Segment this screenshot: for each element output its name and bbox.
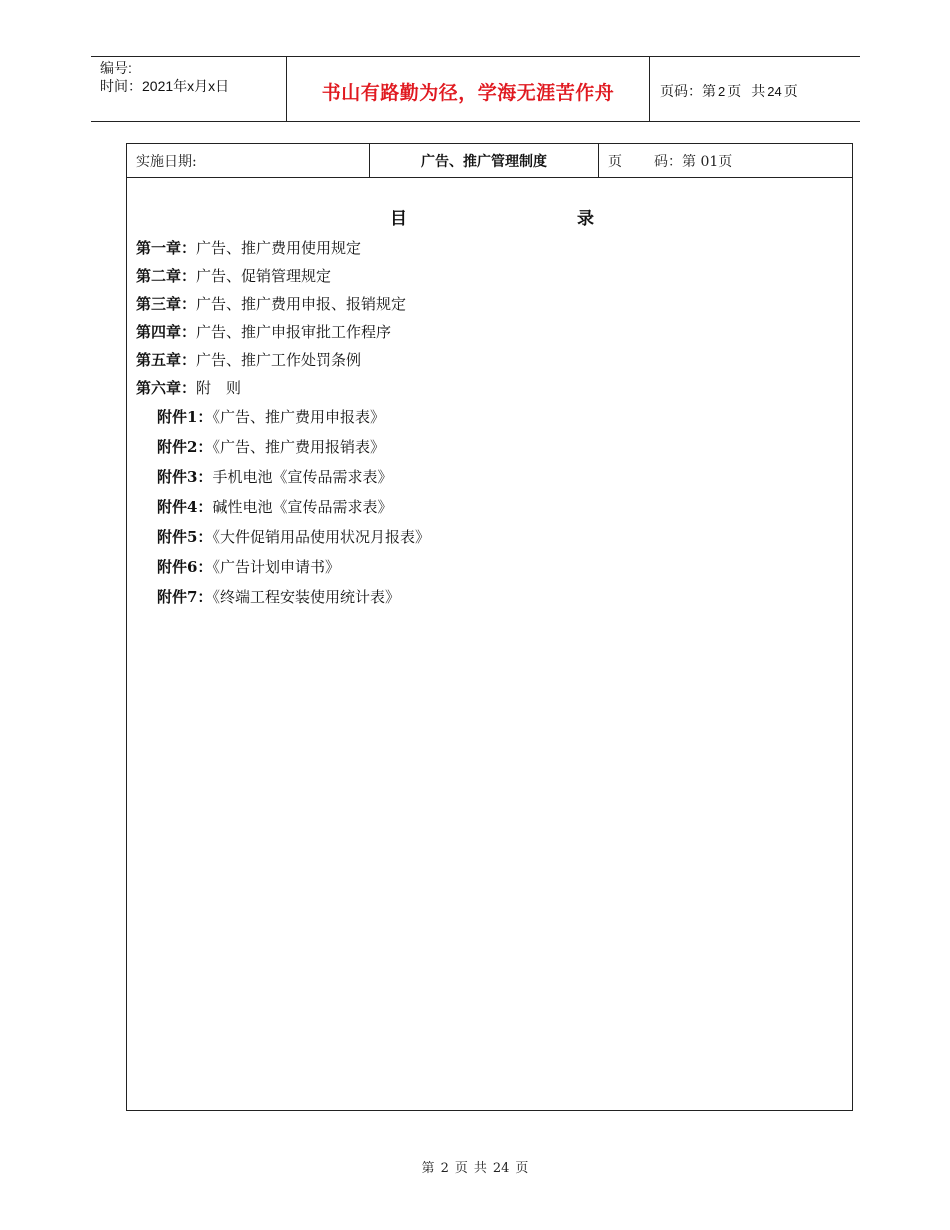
attachment-text: 《终端工程安装使用统计表》: [212, 588, 400, 606]
attachment-label: 附件5：: [157, 528, 213, 546]
chapter-item: [136, 318, 406, 346]
chapter-item: [136, 262, 406, 290]
frame-page-number: [599, 144, 852, 177]
effective-date-label: 实施日期:: [127, 144, 370, 177]
chapter-item: [136, 346, 406, 374]
attachment-text: 手机电池《宣传品需求表》: [212, 468, 393, 486]
footer-total-prefix: 共: [473, 1161, 487, 1176]
footer-total-suffix: 页: [515, 1161, 529, 1176]
attachment-item: [157, 432, 430, 462]
header-page-info: [650, 57, 860, 121]
date-label: 时间：2021年x月x日: [100, 78, 230, 94]
page-label-b: 码：第 01页: [654, 153, 733, 170]
attachment-text: 《大件促销用品使用状况月报表》: [212, 528, 430, 546]
chapter-label: 第六章：: [136, 379, 197, 397]
attachment-list: [157, 402, 430, 612]
attachment-item: [157, 402, 430, 432]
footer-page-word: 页: [454, 1161, 468, 1176]
chapter-label: 第三章：: [136, 295, 197, 313]
chapter-text: 广告、促销管理规定: [196, 267, 332, 285]
chapter-list: [136, 234, 406, 402]
attachment-item: [157, 582, 430, 612]
chapter-item: [136, 234, 406, 262]
total-pages: 24: [767, 83, 782, 99]
page-mid: 页: [727, 83, 742, 99]
chapter-label: 第五章：: [136, 351, 197, 369]
attachment-label: 附件7：: [157, 588, 213, 606]
chapter-label: 第一章：: [136, 239, 197, 257]
code-label: 编号:: [100, 60, 132, 76]
page-prefix: 页码：第: [660, 83, 716, 99]
header-motto: 书山有路勤为径，学海无涯苦作舟: [287, 57, 650, 121]
footer-page-number: 2: [440, 1161, 449, 1176]
attachment-text: 《广告、推广费用报销表》: [212, 438, 385, 456]
chapter-text: 广告、推广费用使用规定: [196, 239, 362, 257]
chapter-text: 广告、推广工作处罚条例: [196, 351, 362, 369]
toc-heading-part1: 目: [390, 209, 407, 229]
content-frame: [126, 143, 853, 1111]
attachment-text: 《广告计划申请书》: [212, 558, 340, 576]
total-suffix: 页: [783, 83, 798, 99]
chapter-text: 广告、推广费用申报、报销规定: [196, 295, 407, 313]
attachment-item: [157, 552, 430, 582]
document-title: 广告、推广管理制度: [370, 144, 599, 177]
footer-prefix: 第: [421, 1161, 435, 1176]
attachment-text: 碱性电池《宣传品需求表》: [212, 498, 393, 516]
attachment-item: [157, 492, 430, 522]
page-label-a: 页: [608, 153, 622, 170]
chapter-text: 附 则: [196, 379, 242, 397]
document-header: [91, 56, 860, 122]
toc-heading-part2: 录: [577, 209, 594, 229]
chapter-item: [136, 374, 406, 402]
header-meta: [91, 57, 287, 121]
attachment-text: 《广告、推广费用申报表》: [212, 408, 385, 426]
page-footer: [0, 1157, 950, 1176]
attachment-label: 附件4：: [157, 498, 213, 516]
page-number: 2: [718, 83, 726, 99]
chapter-text: 广告、推广申报审批工作程序: [196, 323, 392, 341]
chapter-label: 第四章：: [136, 323, 197, 341]
chapter-label: 第二章：: [136, 267, 197, 285]
footer-total-pages: 24: [492, 1161, 510, 1176]
toc-heading: [127, 204, 852, 228]
attachment-label: 附件2：: [157, 438, 213, 456]
frame-header-row: [127, 144, 852, 178]
chapter-item: [136, 290, 406, 318]
attachment-label: 附件6：: [157, 558, 213, 576]
attachment-label: 附件1：: [157, 408, 213, 426]
attachment-item: [157, 462, 430, 492]
attachment-item: [157, 522, 430, 552]
total-prefix: 共: [751, 83, 766, 99]
attachment-label: 附件3：: [157, 468, 213, 486]
